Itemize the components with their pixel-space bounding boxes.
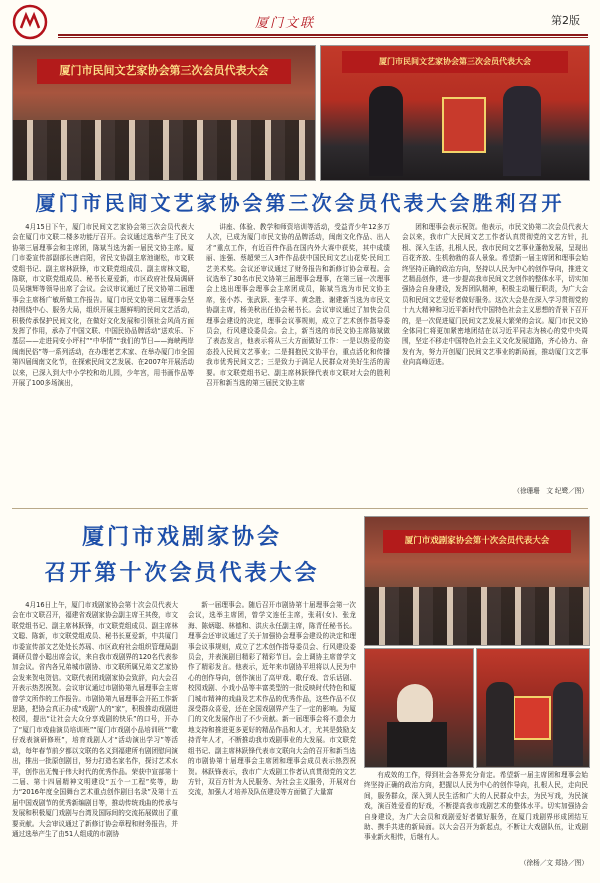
article1-credit: （徐珊珊 文 纪鹭／图） — [513, 487, 588, 495]
photo-speaker — [364, 648, 474, 768]
article2-column-1: 4月16日上午，厦门市戏剧家协会第十次会员代表大会在市文联召开，福建省戏剧家协会副主席王其俊，市文联党组书记、副主席林跃锋，市文联党组成员、副主席林文聪、陈新，市文联党组成员、秘书长夏爱新，中共厦门市委宣传部文艺处处长苏瑶、市区政府社会组织管理局副调研员曾小聪出席会议，来自我市戏剧界的120名代表参加会议。省内各兄弟城市剧协、市文联所属兄弟文艺家协会发来贺电贺信。文联代表团戏剧家协会致辞，向大会召开表示热烈祝贺。会议审议通过市剧协第九届理事会主席曾学文所作的工作报告。市剧协第九届理事会开拓工作新思路，把协会真正办成“戏剧”人的“家”，积极推动戏剧进校园，提出“让社会大众分享戏剧的快乐”的口号，开办了“厦门市戏曲演员培训班”“厦门市戏剧小品培训班”“歌仔戏表演研修班”，培育戏剧人才“活动演出学习”等活动，每年春节前夕都以文联的名义到福建所有剧团慰问演出，推出一批原创剧目，努力打造名家名作，探讨艺术水平，创作出无愧于伟大时代的优秀作品。荣获中宣部第十二届、第十四届精神文明建设“五个一工程”奖等，助力“2016年度全国舞台艺术重点创作剧目名录”及第十五届中国戏剧节的优秀新编剧目等，推动传统戏曲的传承与发展和积极厦门戏剧与台湾及国际间的交流拓展做出了重要贡献。大会审议通过了新修订协会章程和财务报告，并通过选举产生了由51人组成的市剧协 — [12, 601, 178, 838]
header-rule-thin — [58, 37, 588, 38]
article1-column-2: 讲座、体验、教学和师资培训等活动，受益青少年12多万人次，已成为厦门市民文协的品牌活动，闽南文化作品、出人才“重点工作，有近百件作品在国内外大赛中获奖，其中成绩丽、连强、蔡超荣三人3件作品获中国民间文艺山花奖·民间工艺美术奖。会议还审议通过了财务报告和新修订协会章程。会议选举了30名市民文协第三届理事会理事，在第三届一次理事会上选出理事会理事会主席团成员，陈斌当选为市民文协主席，张小苏、张武跃、张学平、黄念胜、谢建新当选为市民文协副主席，杨美秋出任协会秘书长。会议审议通过了加快会员理事会建设的决定，理事会议事规则，成立了艺术创作指导委员会，行风建设委员会。会上，新当选的市民文协主席陈斌做了表态发言，他表示将从三大方面做好工作：一是以热爱的姿态投入民间文艺事业；二是拥抱民文协平台，重点活化和传播我市优秀民间文艺；三是致力于满足人民群众对美好生活的需要。市文联党组书记、副主席林跃锋代表市文联对大会的胜利召开和新当选的第三届民文协主席 — [206, 223, 390, 388]
article2-credit: （徐杨／文 郑协／图） — [519, 859, 588, 867]
photo-award — [476, 648, 590, 768]
photo-certificate-ceremony: 厦门市民间文艺家协会第三次会员代表大会 — [320, 45, 590, 181]
article2-title-line2: 召开第十次会员代表大会 — [44, 560, 320, 586]
photo-drama-meeting-hall: 厦门市戏剧家协会第十次会员代表大会 — [364, 516, 590, 646]
photo-conference-hall: 厦门市民间文艺家协会第三次会员代表大会 — [12, 45, 316, 181]
article2-title-line1: 厦门市戏剧家协会 — [81, 524, 282, 550]
logo-icon — [12, 4, 48, 40]
article1-column-1: 4月15日下午，厦门市民间文艺家协会第三次会员代表大会在厦门市文联二楼多功能厅召开。会议通过选举产生了民文协第三届理事会和主席团，陈斌当选为新一届民文协主席。厦门市委宣传部副部长唐启阳，省民文协副主席池谢松，市文联党组书记、副主席林跃锋，市文联党组成员、副主席林文聪，陈联，市文联党组成员、秘书长夏爱新，市区政府社保局调研员吴继辉等领导出席了会议。会议审议通过了民文协第二届理事会主席杨广敏所做工作报告。厦门市民文协第二届理事会坚持围绕中心、服务大局，组织开展主题鲜明的民间文艺活动，积极传承保护民间文化，在做好文化发展和引领社会风尚方面发挥了作用，承办了中国文联、中国民协品牌活动“送欢乐、下基层——走进同安小坪村”“中华情”“我们的节日——海峡两岸闽南民俗”等一系列活动，在办理老艺术家、在举办厦门市全国第四届闽南文化节，在探索民间文艺发展、在2007年开展活动以来，已深入到大中小学校和幼儿园，少年宫，用书画作品等开展了100多场演出， — [12, 223, 194, 388]
header-rule — [58, 34, 588, 36]
article2-column-3: 有成效的工作，得到社会各界充分肯定。希望新一届主席团和理事会始终坚持正确的政治方向，把握以人民为中心的创作导向，扎根人民，走向民间，服务群众，深入到人民生活和广大的人民群众中去，为民写戏，为民演戏，演百姓爱看的好戏，不断提高我市戏剧艺术的整体水平。切实加强协会自身建设，为广大会员和戏剧爱好者做好服务，在厦门戏剧界形成团结互助、携手共进的新局面。以大会召开为新起点，不断让大戏剧队伍，让戏剧事业新火相传，后继有人。 — [364, 771, 588, 842]
article2-column-2: 新一届理事会。随后召开市剧协第十届理事会第一次会议，选举主席团，曾学文连任主席，张莉(女)、张龙海、陈炳聪、林德和、洪庆永任副主席，陈青任秘书长。理事会还审议通过了关于加强协会理事会建设的决定和理事会议事规则，成立了艺术创作指导委员会、行风建设委员会，并表演剧目精彩了精彩节目。会上调协主席曾学文作了精彩发言。他表示，近年来市剧协平坦将以人民为中心的创作导向，创作演出了高甲戏、歌仔戏、音乐话剧、校园戏剧、小戏小品等丰富类型的一批反映时代特色和厦门城市精神的戏曲及艺术作品的优秀作品，这些作品不仅深受群众喜爱，还在全国戏剧界产生了一定的影响。为厦门的文化发展作出了不少贡献。新一届理事会将不遗余力地支持和推进更多更好的精品作品和人才，尤其是鼓励支持青年人才，不断推动我市戏剧事业的大发展。市文联党组书记、副主席林跃锋代表市文联向大会的召开和新当选的市剧协第十届理事会主席团和理事会成员表示热烈祝贺。林跃锋表示，我市广大戏剧工作者认真贯彻党的文艺方针，双百方针为人民服务、为社会主义服务，开展对台交流，加强人才培养及队伍建设等方面做了大量富 — [188, 601, 356, 797]
section-divider — [12, 508, 588, 509]
article1-title: 厦门市民间文艺家协会第三次会员代表大会胜利召开 — [35, 191, 565, 215]
page-number: 第2版 — [551, 14, 580, 27]
article1-column-3: 团和理事会表示祝贺。他表示，市民文协第二次会员代表大会以来，我市广大民间文艺工作者认真贯彻党的文艺方针，扎根、深入生活，扎根人民，我市民间文艺事业蓬勃发展，呈现出百花齐放、生机勃勃的喜人景象。希望新一届主席团和理事会始终坚持正确的政治方向，坚持以人民为中心的创作导向，推进文艺精品创作，进一步提高我市民间文艺创作的整体水平，切实加强协会自身建设，发挥团队精神，积极主动履行职责，为广大会员和民间文艺爱好者做好服务。这次大会是在深入学习贯彻党的十九大精神和习近平新时代中国特色社会主义思想的背景下召开的，是一次促进厦门民间文艺发展大繁荣的会议。厦门市民文协全体同仁将更加紧密地团结在以习近平同志为核心的党中央周围，坚定不移走中国特色社会主义文化发展道路，齐心协力、奋发有为，努力开创厦门民间文艺事业的新局面，推动厦门文艺事业向高峰迈进。 — [402, 223, 588, 367]
masthead-title: 厦门文联 — [255, 16, 316, 31]
